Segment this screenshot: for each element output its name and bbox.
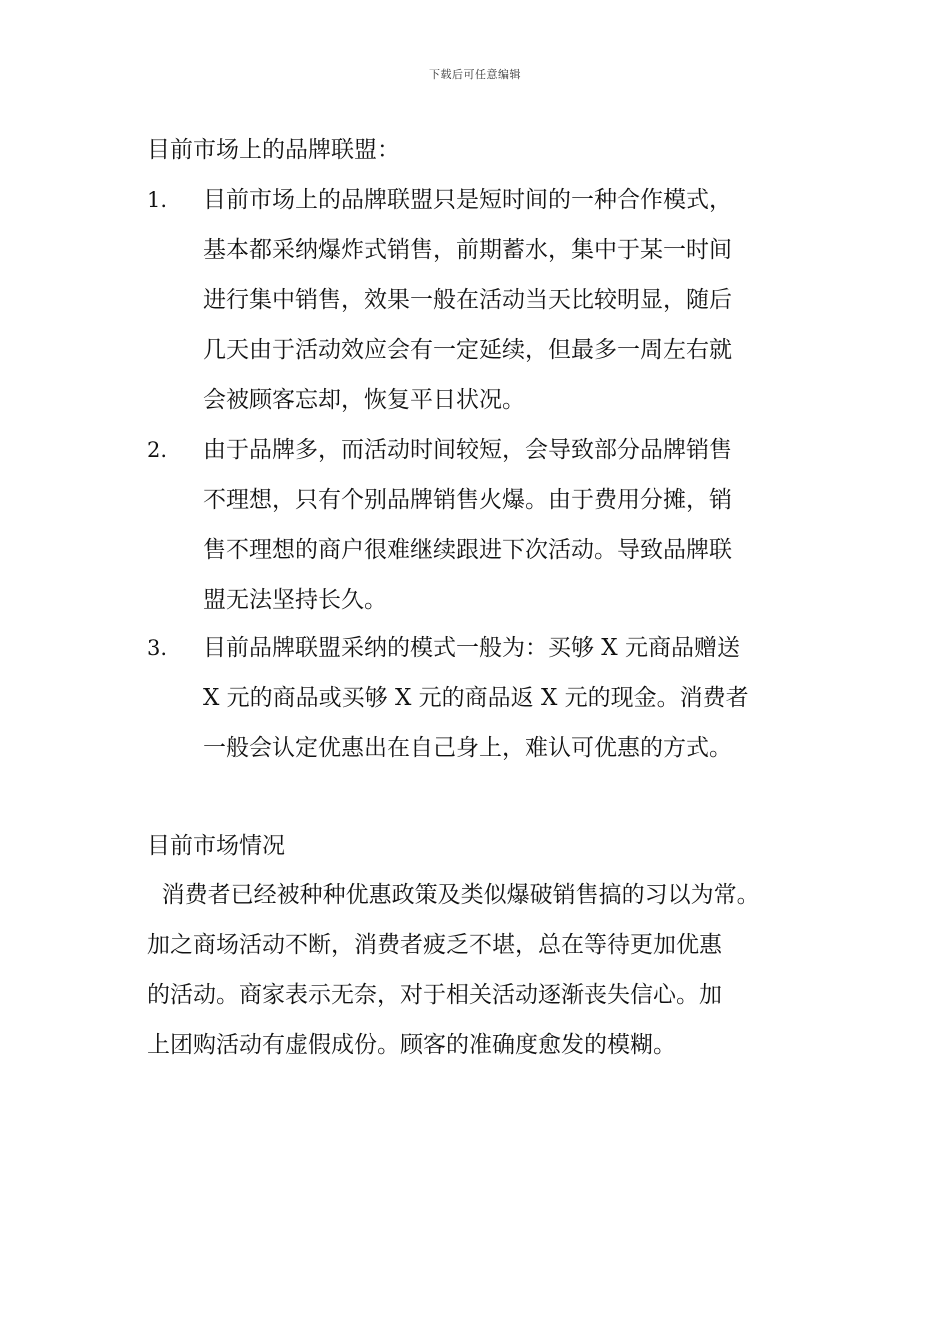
list-item-line: 进行集中销售，效果一般在活动当天比较明显，随后 <box>203 287 732 313</box>
list-item-line: 不理想，只有个别品牌销售火爆。由于费用分摊，销 <box>203 487 732 513</box>
list-item-number-2: 2. <box>147 438 168 462</box>
list-item-line: 盟无法坚持长久。 <box>203 587 387 613</box>
paragraph-line: 上团购活动有虚假成份。顾客的准确度愈发的模糊。 <box>147 1032 676 1058</box>
market-situation-paragraph <box>147 870 837 1070</box>
list-item-number-1: 1. <box>147 188 168 212</box>
list-item-line: 目前品牌联盟采纳的模式一般为：买够 X 元商品赠送 <box>203 635 740 661</box>
list-item-number-3: 3. <box>147 636 168 660</box>
list-item-line: 一般会认定优惠出在自己身上，难认可优惠的方式。 <box>203 735 732 761</box>
paragraph-line: 的活动。商家表示无奈，对于相关活动逐渐丧失信心。加 <box>147 982 722 1008</box>
page-header: 下载后可任意编辑 <box>429 68 521 81</box>
list-item-2 <box>203 425 823 625</box>
list-item-line: 会被顾客忘却，恢复平日状况。 <box>203 387 525 413</box>
paragraph-line: 加之商场活动不断，消费者疲乏不堪，总在等待更加优惠 <box>147 932 722 958</box>
list-item-line: 目前市场上的品牌联盟只是短时间的一种合作模式， <box>203 187 732 213</box>
list-item-line: 由于品牌多，而活动时间较短，会导致部分品牌销售 <box>203 437 732 463</box>
section-title-brand-alliance: 目前市场上的品牌联盟： <box>147 137 400 163</box>
section-title-market-situation: 目前市场情况 <box>147 833 285 859</box>
list-item-line: 几天由于活动效应会有一定延续，但最多一周左右就 <box>203 337 732 363</box>
list-item-line: X 元的商品或买够 X 元的商品返 X 元的现金。消费者 <box>203 685 749 711</box>
list-item-line: 基本都采纳爆炸式销售，前期蓄水，集中于某一时间 <box>203 237 732 263</box>
list-item-3 <box>203 623 823 773</box>
list-item-1 <box>203 175 823 425</box>
list-item-line: 售不理想的商户很难继续跟进下次活动。导致品牌联 <box>203 537 732 563</box>
paragraph-line: 消费者已经被种种优惠政策及类似爆破销售搞的习以为常。 <box>147 882 760 908</box>
